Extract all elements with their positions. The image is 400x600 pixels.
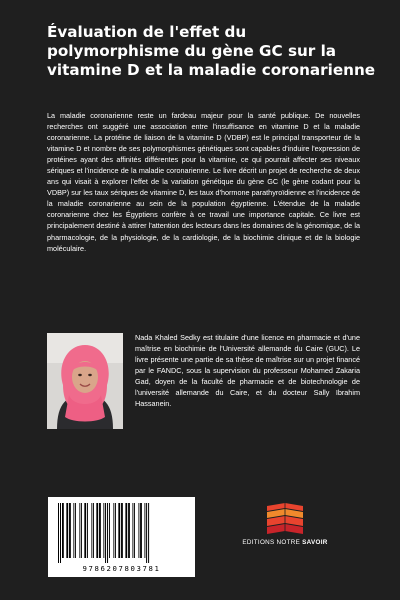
author-portrait-icon — [47, 333, 123, 429]
barcode-bars-icon — [56, 503, 187, 563]
publisher-name-prefix: EDITIONS NOTRE — [242, 539, 303, 546]
book-title: Évaluation de l'effet du polymorphisme du gène GC sur la vitamine D et la maladie coronarienne — [47, 23, 376, 79]
author-bio: Nada Khaled Sedky est titulaire d'une licence en pharmacie et d'une maîtrise en biochimie de l'Université allemande du Caire (GUC). Le livre présente une partie de sa thèse de maîtrise sur un projet financé par le FANDC, sous la supervision du professeur Mohamed Zakaria Gad, doyen de la faculté de pharmacie et de biotechnologie de l'université allemande du Caire, et du docteur Sally Ibrahim Hassanein. — [135, 333, 360, 409]
barcode — [48, 497, 195, 577]
publisher-logo-block — [230, 502, 340, 548]
publisher-book-stack-icon — [263, 502, 307, 536]
author-photo — [47, 333, 123, 429]
isbn-number: 9786207803781 — [82, 564, 161, 573]
publisher-name-emphasis: SAVOIR — [302, 539, 328, 546]
book-summary: La maladie coronarienne reste un fardeau majeur pour la santé publique. De nouvelles recherches ont suggéré une association entre l'insuffisance en vitamine D et la maladie coronarienne. La protéine de liaison de la vitamine D (VDBP) est le principal transporteur de la vitamine D et nombre de ses polymorphismes génétiques sont capables d'induire l'expression de protéines ayant des affinités différentes pour la vitamine, ce qui pourrait affecter ses niveaux sériques et l'incidence de la maladie coronarienne. Le livre décrit un projet de recherche de deux ans qui visait à explorer l'effet de la variation génétique du gène GC (le gène codant pour la VDBP) sur les taux sériques de vitamine D, les taux d'hormone parathyroïdienne et l'incidence de la maladie coronarienne au sein de la population égyptienne. L'étendue de la maladie coronarienne chez les Égyptiens confère à ce travail une importance capitale. Ce livre est principalement destiné à attirer l'attention des lecteurs dans les domaines de la génomique, de la pharmacologie, de la physiologie, de la cardiologie, de la biochimie clinique et de la biologie moléculaire. — [47, 111, 360, 253]
publisher-name — [230, 539, 340, 546]
